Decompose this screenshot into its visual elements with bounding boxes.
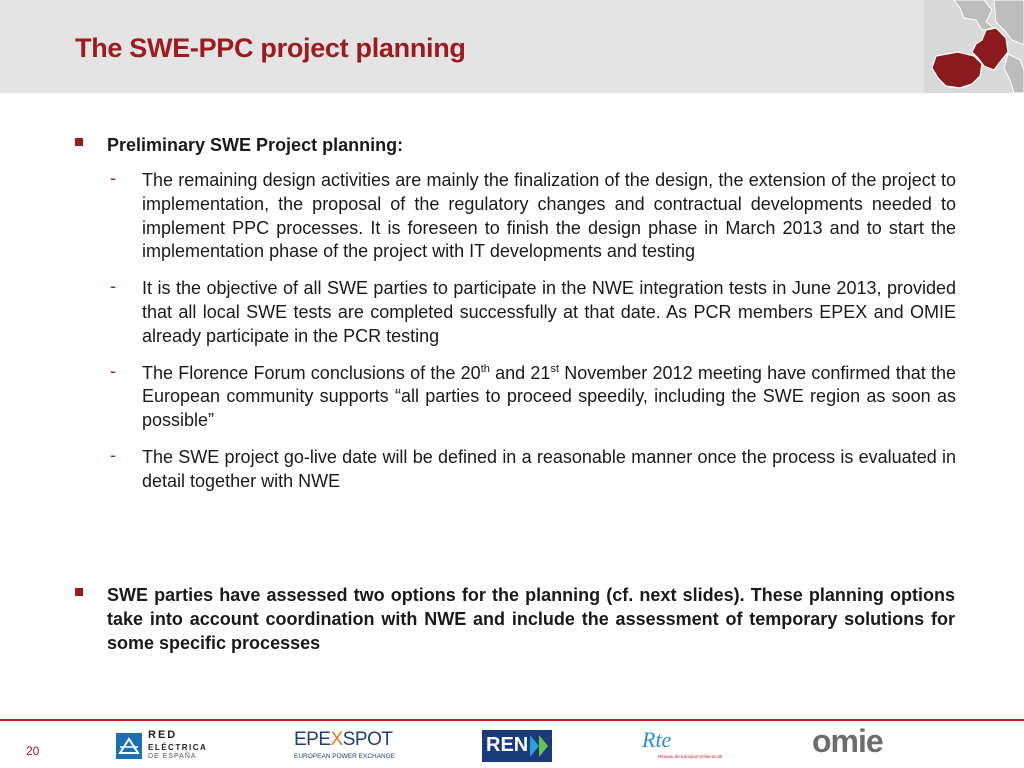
sub-bullet-go-live: [110, 446, 956, 494]
dash-bullet-icon: -: [110, 444, 116, 465]
sub-bullet-design-activities: [110, 169, 956, 264]
slide-header: [0, 0, 1024, 93]
sub-bullet-text: It is the objective of all SWE parties to participate in the NWE integration tests in June 2013, provided that all local SWE tests are completed successfully at that date. As PCR members EPEX and OMIE already participate in the PCR testing: [142, 278, 956, 346]
bullet-planning-options: [75, 583, 955, 655]
sub-bullet-text: The remaining design activities are mainly the finalization of the design, the extension of the project to implementation, the proposal of the regulatory changes and contractual developments needed to implement PPC processes. It is foreseen to finish the design phase in March 2013 and to start the implementation phase of the project with IT developments and testing: [142, 170, 956, 262]
sub-bullet-list: [110, 169, 956, 507]
square-bullet-icon: [75, 588, 83, 596]
sub-bullet-text: The SWE project go-live date will be defined in a reasonable manner once the process is evaluated in detail together with NWE: [142, 446, 956, 491]
sub-bullet-florence-forum: [110, 362, 956, 433]
sub-bullet-text: The Florence Forum conclusions of the 20th and 21st November 2012 meeting have confirmed that the European community supports “all parties to proceed speedily, including the SWE region as soon as possible”: [142, 362, 956, 431]
ree-emblem-icon: [116, 733, 142, 759]
sub-bullet-nwe-tests: [110, 277, 956, 348]
europe-map-icon: [924, 0, 1024, 93]
dash-bullet-icon: -: [110, 168, 116, 188]
ree-logo: RED ELÉCTRICA DE ESPAÑA: [116, 727, 206, 765]
footer-divider: [0, 719, 1024, 721]
rte-logo: Rte Réseau de transport d'électricité: [642, 727, 723, 759]
bullet-text: Preliminary SWE Project planning:: [107, 135, 404, 155]
bullet-preliminary-planning: [75, 133, 955, 157]
page-number: 20: [26, 744, 40, 758]
bullet-text: SWE parties have assessed two options for the planning (cf. next slides). These planning options take into account coordination with NWE and include the assessment of temporary solutions for some specific processes: [107, 585, 955, 653]
slide-title: The SWE-PPC project planning: [75, 33, 466, 63]
omie-logo: omie: [812, 723, 883, 759]
ren-arrow-icon: [530, 735, 548, 757]
dash-bullet-icon: -: [110, 360, 116, 381]
dash-bullet-icon: -: [110, 276, 116, 297]
ren-logo: REN: [482, 730, 552, 762]
epex-spot-logo: EPEXSPOT EUROPEAN POWER EXCHANGE: [294, 729, 396, 760]
square-bullet-icon: [75, 138, 83, 146]
